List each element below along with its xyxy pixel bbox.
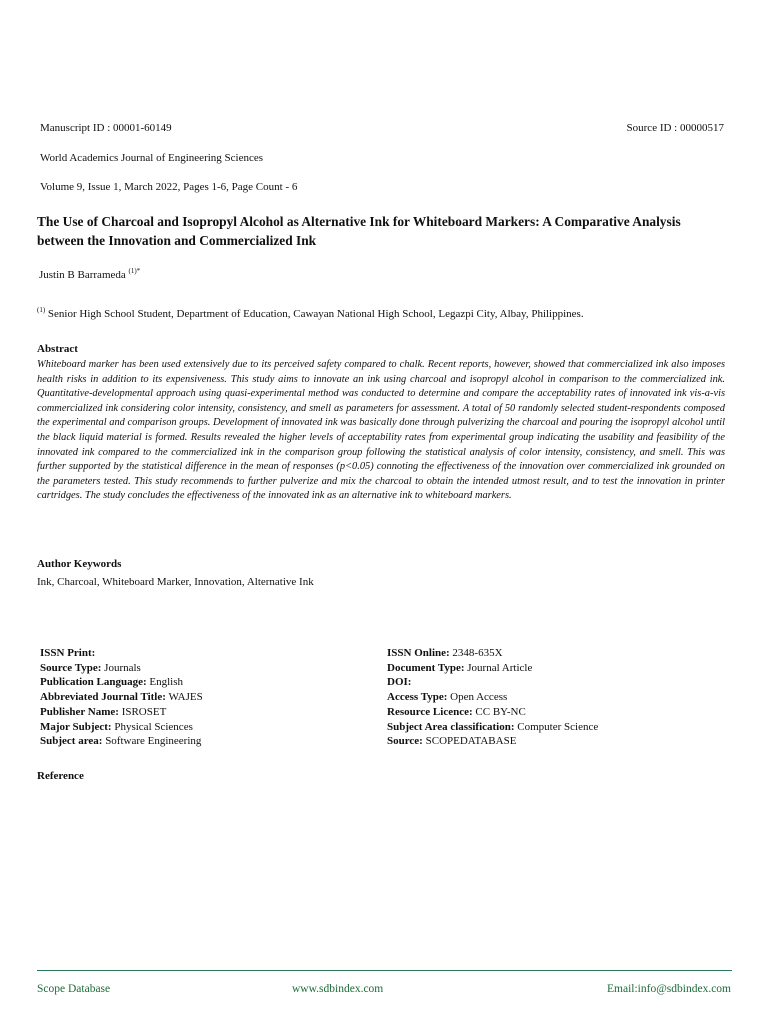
info-label: ISSN Online:	[387, 647, 450, 659]
info-value: Journal Article	[467, 661, 533, 674]
affiliation-superscript: (1)	[37, 306, 46, 314]
info-value: Software Engineering	[105, 735, 202, 748]
author-superscript: (1)*	[128, 267, 141, 275]
info-label: ISSN Print:	[40, 647, 96, 659]
info-value: Computer Science	[517, 720, 599, 733]
info-label: Source:	[387, 735, 423, 748]
info-label: Subject area:	[40, 735, 103, 748]
info-label: Abbreviated Journal Title:	[40, 691, 166, 704]
journal-name: World Academics Journal of Engineering Sciences	[40, 152, 264, 164]
info-label: Publication Language:	[40, 676, 147, 689]
info-row-access-type	[387, 690, 598, 705]
info-value: Physical Sciences	[114, 720, 193, 733]
footer-brand: Scope Database	[37, 983, 111, 995]
info-label: Source Type:	[40, 661, 102, 674]
info-row-document-type	[387, 661, 598, 676]
keywords-heading: Author Keywords	[37, 558, 122, 570]
info-row-resource-licence	[387, 705, 598, 720]
footer-website-link[interactable]: www.sdbindex.com	[292, 983, 384, 995]
affiliation-text: Senior High School Student, Department of Education, Cawayan National High School, Legazpi City, Albay, Philippines.	[47, 308, 584, 320]
footer-divider	[37, 970, 732, 971]
info-label: DOI:	[387, 676, 412, 689]
info-row-issn-print	[40, 646, 203, 661]
info-value: SCOPEDATABASE	[425, 735, 517, 748]
abstract-heading: Abstract	[37, 343, 78, 355]
info-label: Publisher Name:	[40, 705, 119, 718]
info-label: Resource Licence:	[387, 705, 473, 718]
info-row-major-subject	[40, 720, 203, 735]
abstract-body: Whiteboard marker has been used extensively due to its perceived safety compared to chalk. Recent reports, however, showed that commercialized ink also imposes health risks in addition to its expensiveness. This study aims to innovate an ink using charcoal and isopropyl alcohol in comparison to the commercialized ink. Quantitative-developmental approach using quasi-experimental method was conducted to determine and compare the acceptability rates of innovated ink vis-a-vis commercialized ink considering color intensity, consistency, and smell as parameters for assessment. A total of 50 randomly selected student-respondents composed the experimental and comparison groups. Development of innovated ink was basically done through pulverizing the charcoal and pouring the isopropyl alcohol until the black liquid material is formed. Results revealed the higher levels of acceptability rates from experimental group indicating the usability and feasibility of the innovated ink compared to the commercialized ink in the comparison group following the statistical analysis of color intensity, consistency, and smell. This was further supported by the statistical difference in the mean of responses (p<0.05) connoting the effectiveness of the innovation over commercialized ink grounded on the parameters tested. This study recommends to further pulverize and mix the charcoal to obtain the intended utmost result, and to test the innovation in printer cartridges. The study concludes the effectiveness of the innovated ink as an alternative ink to whiteboard markers.	[37, 359, 725, 502]
info-row-abbreviated-title	[40, 690, 203, 705]
info-value: Open Access	[450, 691, 508, 704]
info-value: English	[149, 676, 184, 689]
info-row-doi	[387, 675, 598, 690]
info-row-subject-area	[40, 734, 203, 749]
info-value: Journals	[104, 661, 141, 674]
info-row-subject-classification	[387, 720, 598, 735]
keywords-list: Ink, Charcoal, Whiteboard Marker, Innovation, Alternative Ink	[37, 576, 314, 588]
info-label: Access Type:	[387, 691, 448, 704]
info-row-publisher	[40, 705, 203, 720]
info-value: 2348-635X	[452, 647, 503, 659]
info-label: Major Subject:	[40, 720, 112, 733]
info-row-source-type	[40, 661, 203, 676]
info-column-right	[387, 646, 598, 749]
source-id: Source ID : 00000517	[626, 122, 724, 134]
volume-info: Volume 9, Issue 1, March 2022, Pages 1-6, Page Count - 6	[40, 181, 298, 193]
info-label: Document Type:	[387, 661, 465, 674]
author-line	[39, 267, 140, 281]
manuscript-id: Manuscript ID : 00001-60149	[40, 122, 172, 134]
info-value: CC BY-NC	[475, 705, 526, 718]
info-value: WAJES	[168, 691, 203, 704]
info-row-issn-online	[387, 646, 598, 661]
info-label: Subject Area classification:	[387, 720, 515, 733]
author-name: Justin B Barrameda	[39, 269, 126, 281]
info-column-left	[40, 646, 203, 749]
info-row-publication-language	[40, 675, 203, 690]
paper-title: The Use of Charcoal and Isopropyl Alcohol as Alternative Ink for Whiteboard Markers: A Comparative Analysis between the Innovation and Commercialized Ink	[37, 214, 681, 248]
footer-email-link[interactable]: Email:info@sdbindex.com	[607, 983, 731, 995]
info-value: ISROSET	[121, 705, 167, 718]
reference-heading: Reference	[37, 770, 84, 782]
affiliation-line	[37, 306, 584, 320]
info-row-source	[387, 734, 598, 749]
